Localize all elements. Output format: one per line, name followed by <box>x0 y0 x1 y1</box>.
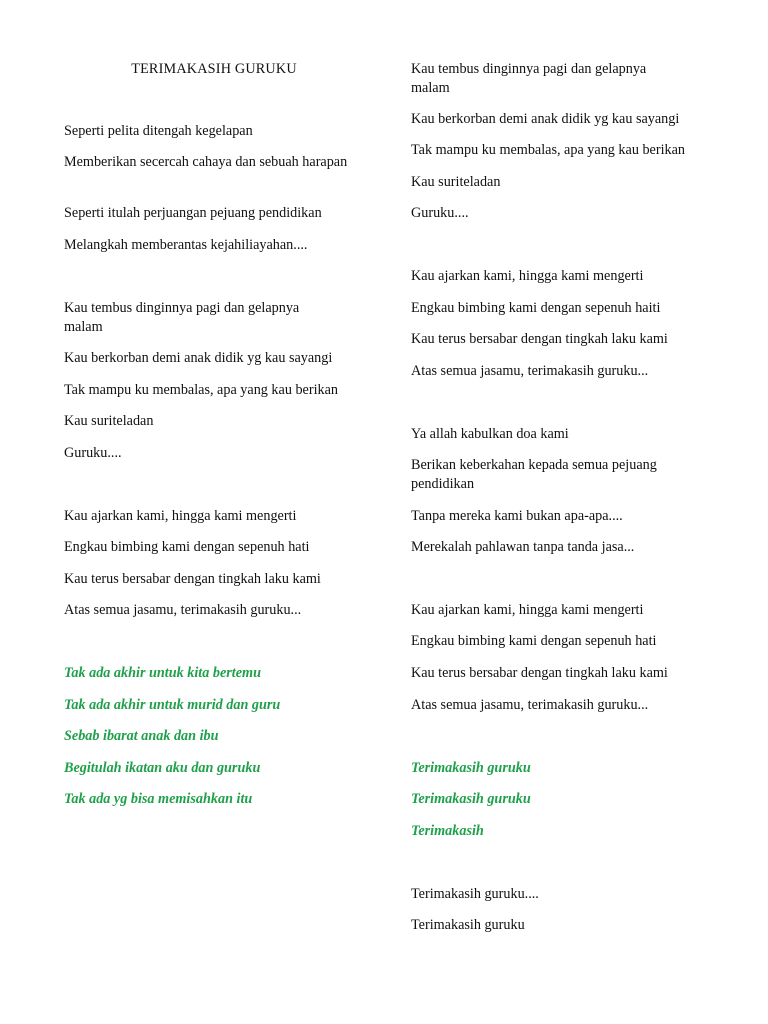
poem-line-highlight: Begitulah ikatan aku dan guruku <box>64 760 261 776</box>
poem-line: Berikan keberkahan kepada semua pejuang pendidikan <box>411 457 657 492</box>
poem-line: Terimakasih guruku <box>411 917 525 933</box>
poem-line: Guruku.... <box>411 205 469 221</box>
poem-line: Atas semua jasamu, terimakasih guruku... <box>411 363 649 379</box>
poem-line: Kau suriteladan <box>411 174 501 190</box>
poem-line-highlight: Terimakasih guruku <box>411 791 531 807</box>
poem-line: Terimakasih guruku.... <box>411 886 539 902</box>
poem-line: Kau terus bersabar dengan tingkah laku kami <box>411 665 668 681</box>
poem-line: Engkau bimbing kami dengan sepenuh hati <box>411 633 657 649</box>
poem-line: Kau terus bersabar dengan tingkah laku kami <box>411 331 668 347</box>
poem-line: Kau ajarkan kami, hingga kami mengerti <box>64 508 297 524</box>
poem-line: Tanpa mereka kami bukan apa-apa.... <box>411 508 623 524</box>
poem-line-highlight: Tak ada akhir untuk murid dan guru <box>64 697 281 713</box>
poem-line-highlight: Tak ada akhir untuk kita bertemu <box>64 665 261 681</box>
poem-line: Engkau bimbing kami dengan sepenuh hati <box>64 539 310 555</box>
poem-line: Kau ajarkan kami, hingga kami mengerti <box>411 602 644 618</box>
poem-line: Ya allah kabulkan doa kami <box>411 426 569 442</box>
poem-line-highlight: Terimakasih <box>411 823 484 839</box>
poem-line: Kau terus bersabar dengan tingkah laku kami <box>64 571 321 587</box>
poem-line: Melangkah memberantas kejahiliayahan.... <box>64 237 308 253</box>
poem-line: Seperti itulah perjuangan pejuang pendidikan <box>64 205 322 221</box>
poem-line: Kau ajarkan kami, hingga kami mengerti <box>411 268 644 284</box>
poem-line: Engkau bimbing kami dengan sepenuh haiti <box>411 300 661 316</box>
poem-line: Atas semua jasamu, terimakasih guruku... <box>411 697 649 713</box>
poem-line: Kau suriteladan <box>64 413 154 429</box>
poem-line: Kau tembus dinginnya pagi dan gelapnya malam <box>411 61 647 96</box>
poem-line: Kau berkorban demi anak didik yg kau sayangi <box>411 111 680 127</box>
poem-line-highlight: Tak ada yg bisa memisahkan itu <box>64 791 253 807</box>
poem-line: Atas semua jasamu, terimakasih guruku... <box>64 602 302 618</box>
poem-line: Tak mampu ku membalas, apa yang kau berikan <box>64 382 338 398</box>
poem-line: Kau berkorban demi anak didik yg kau sayangi <box>64 350 333 366</box>
poem-line: Tak mampu ku membalas, apa yang kau berikan <box>411 142 685 158</box>
poem-line-highlight: Terimakasih guruku <box>411 760 531 776</box>
poem-line: Merekalah pahlawan tanpa tanda jasa... <box>411 539 635 555</box>
poem-line: Memberikan secercah cahaya dan sebuah harapan <box>64 154 348 170</box>
poem-line: Seperti pelita ditengah kegelapan <box>64 123 253 139</box>
poem-line: Kau tembus dinginnya pagi dan gelapnya malam <box>64 300 300 335</box>
poem-title: TERIMAKASIH GURUKU <box>131 61 297 77</box>
poem-line-highlight: Sebab ibarat anak dan ibu <box>64 728 219 744</box>
poem-line: Guruku.... <box>64 445 122 461</box>
